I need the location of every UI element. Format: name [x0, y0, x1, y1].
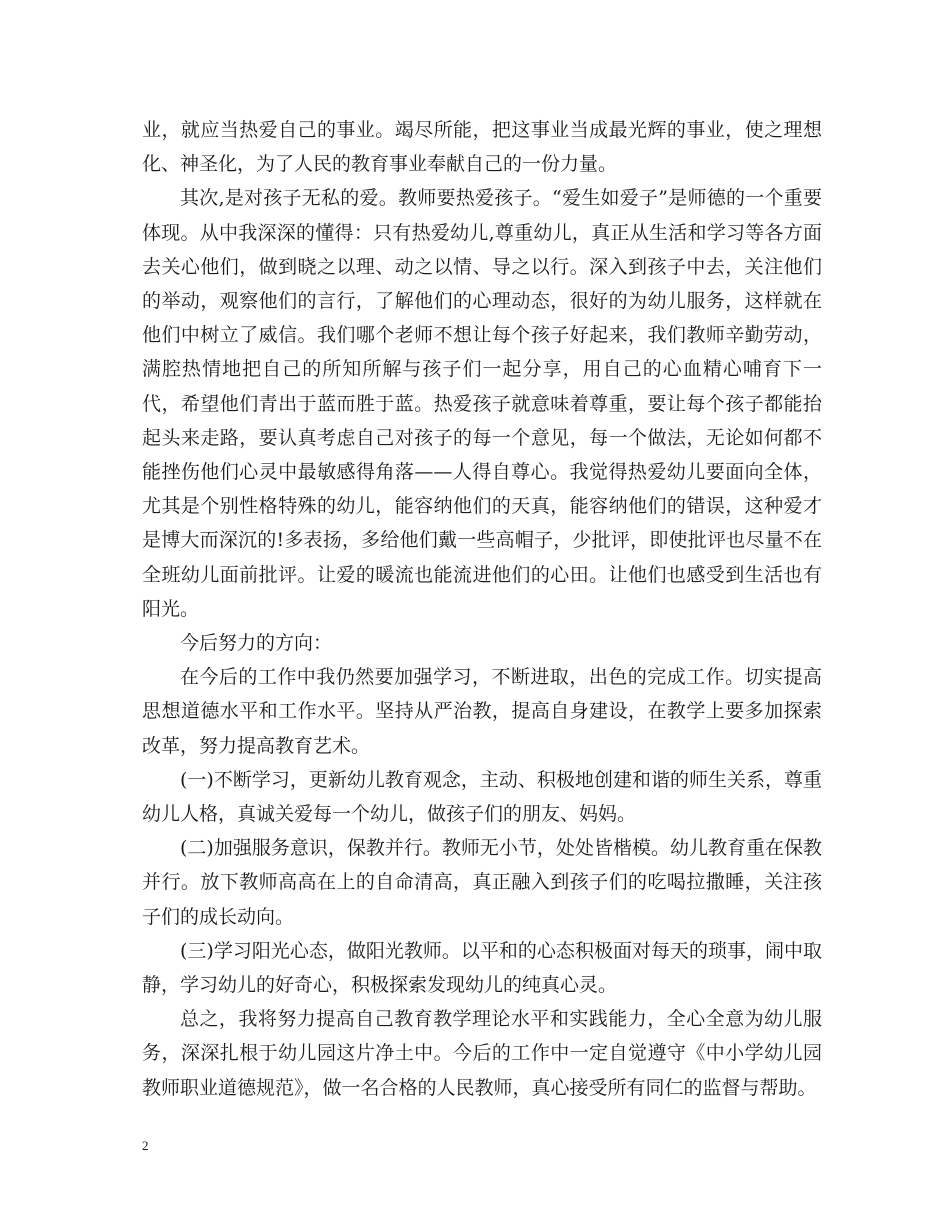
paragraph-continuation: 业，就应当热爱自己的事业。竭尽所能，把这事业当成最光辉的事业，使之理想化、神圣化，为了人民的教育事业奉献自己的一份力量。: [142, 119, 822, 176]
document-body: [142, 113, 822, 1105]
paragraph-item-three: (三)学习阳光心态，做阳光教师。以平和的心态积极面对每天的琐事，闹中取静，学习幼儿的好奇心，积极探索发现幼儿的纯真心灵。: [142, 939, 822, 997]
paragraph-future-direction-heading: 今后努力的方向：: [180, 632, 333, 655]
paragraph-item-two: (二)加强服务意识，保教并行。教师无小节，处处皆楷模。幼儿教育重在保教并行。放下教师高高在上的自命清高，真正融入到孩子们的吃喝拉撒睡，关注孩子们的成长动向。: [142, 837, 822, 928]
paragraph-future-work: 在今后的工作中我仍然要加强学习，不断进取，出色的完成工作。切实提高思想道德水平和工作水平。坚持从严治教，提高自身建设，在教学上要多加探索改革，努力提高教育艺术。: [142, 666, 822, 757]
paragraph-conclusion: 总之，我将努力提高自己教育教学理论水平和实践能力，全心全意为幼儿服务，深深扎根于幼儿园这片净土中。今后的工作中一定自觉遵守《中小学幼儿园教师职业道德规范》，做一名合格的人民教师，真心接受所有同仁的监督与帮助。: [142, 1008, 822, 1099]
paragraph-love-for-children: 其次,是对孩子无私的爱。教师要热爱孩子。“爱生如爱子”是师德的一个重要体现。从中我深深的懂得：只有热爱幼儿,尊重幼儿，真正从生活和学习等各方面去关心他们，做到晓之以理、动之以情、导之以行。深入到孩子中去，关注他们的举动，观察他们的言行，了解他们的心理动态，很好的为幼儿服务，这样就在他们中树立了威信。我们哪个老师不想让每个孩子好起来，我们教师辛勤劳动，满腔热情地把自己的所知所解与孩子们一起分享，用自己的心血精心哺育下一代，希望他们青出于蓝而胜于蓝。热爱孩子就意味着尊重，要让每个孩子都能抬起头来走路，要认真考虑自己对孩子的每一个意见，每一个做法，无论如何都不能挫伤他们心灵中最敏感得角落——人得自尊心。我觉得热爱幼儿要面向全体，尤其是个别性格特殊的幼儿，能容纳他们的天真，能容纳他们的错误，这种爱才是博大而深沉的!多表扬，多给他们戴一些高帽子，少批评，即使批评也尽量不在全班幼儿面前批评。让爱的暖流也能流进他们的心田。让他们也感受到生活也有阳光。: [142, 187, 822, 620]
paragraph-item-one: (一)不断学习，更新幼儿教育观念，主动、积极地创建和谐的师生关系，尊重幼儿人格，真诚关爱每一个幼儿，做孩子们的朋友、妈妈。: [142, 768, 822, 826]
page-number: 2: [142, 1138, 149, 1153]
